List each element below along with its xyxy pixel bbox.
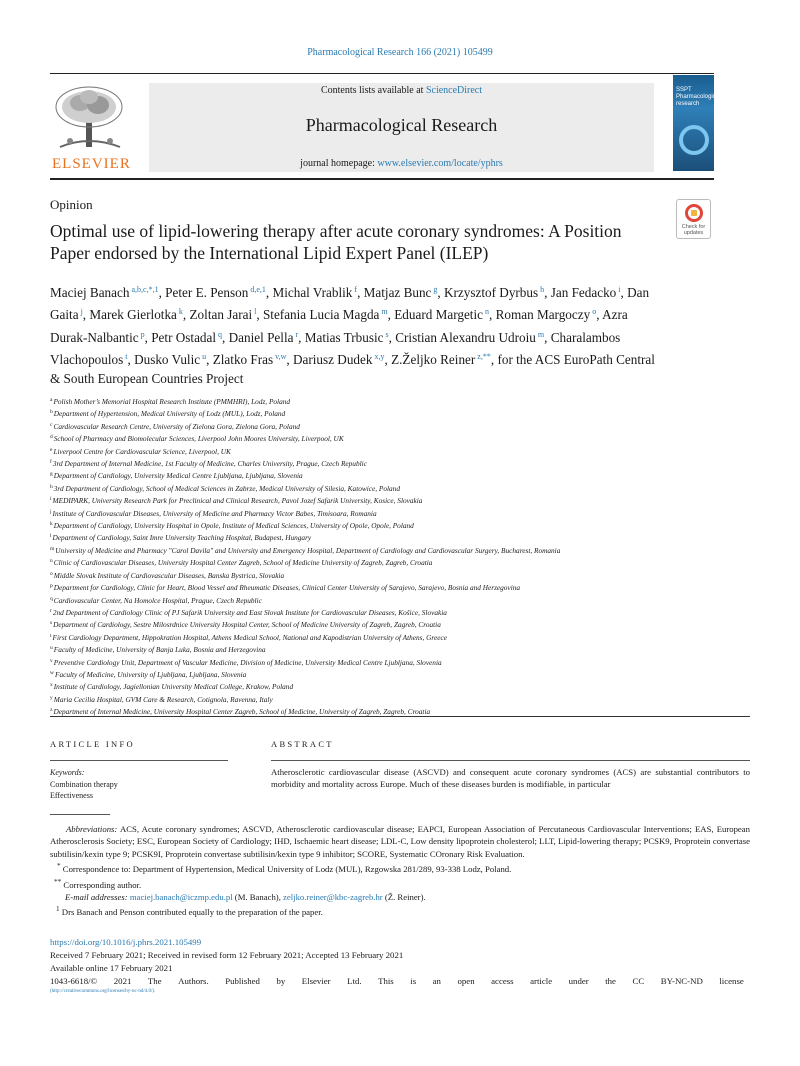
author-name: Dusko Vulic [134,351,201,367]
affiliation [50,693,740,705]
footnotes [50,823,750,919]
author[interactable] [151,330,222,345]
article-info-heading: ARTICLE INFO [50,739,135,749]
affiliation [50,432,740,444]
author-affiliation-marks[interactable]: z,** [475,351,491,361]
corresponding-text: Corresponding author. [63,879,142,890]
publication-info [50,936,750,996]
email-footnote [50,891,750,903]
affiliation-text: Preventive Cardiology Unit, Department of Vascular Medicine, Division of Medicine, University Medical Centre Ljubljana, Slovenia [53,657,442,667]
footnote-mark: 1 [56,905,60,914]
affiliation-text: Faculty of Medicine, University of Ljubljana, Ljubljana, Slovenia [54,669,247,679]
author[interactable] [272,285,357,300]
author-name: Dan Gaita [50,285,650,323]
keywords-label: Keywords: [50,768,85,777]
license-word: license [719,976,744,986]
doi-link[interactable]: https://doi.org/10.1016/j.phrs.2021.105499 [50,937,202,947]
affiliation [50,594,740,606]
email-owner: (M. Banach), [234,891,281,902]
abstract-heading: ABSTRACT [271,739,334,749]
affiliation-key: r [50,607,52,614]
affiliation-text: Institute of Cardiovascular Diseases, University of Medicine and Pharmacy Victor Babes, Timisoara, Romania [52,508,377,518]
affiliation-text: School of Pharmacy and Biomolecular Sciences, Liverpool John Moores University, Liverpool, UK [53,434,344,444]
abbreviations-label: Abbreviations: [66,824,118,834]
author-name: Dariusz Dudek [293,351,373,367]
journal-banner [149,83,654,172]
affiliation [50,643,740,655]
author[interactable] [364,285,438,300]
publisher-name: ELSEVIER [52,156,131,172]
author[interactable] [165,285,266,300]
divider [50,716,750,717]
author-affiliation-marks[interactable]: g [431,285,438,294]
license-word: under [568,976,589,986]
article-type: Opinion [50,197,93,212]
keyword: Effectiveness [50,791,93,800]
license-word: the [605,976,616,986]
affiliation-key: f [50,459,52,466]
affiliation-key: z [50,707,53,714]
author-name: Maciej Banach [50,285,130,300]
affiliation-text: Liverpool Centre for Cardiovascular Science, Liverpool, UK [53,446,231,456]
affiliation-text: Middle Slovak Institute of Cardiovascular Diseases, Banska Bystrica, Slovakia [53,570,285,580]
license-word: 2021 [113,976,132,986]
affiliation [50,531,740,543]
journal-cover-image [673,75,721,171]
affiliation [50,656,740,668]
affiliation-text: Cardiovascular Research Centre, University of Zielona Gora, Zielona Gora, Poland [53,421,300,431]
author-name: Daniel Pella [228,329,294,345]
author-name: Azra Durak-Nalbantic [50,307,628,345]
masthead [50,73,721,180]
author-name: Jan Fedacko [550,285,617,300]
affiliation-key: e [50,446,53,453]
author-affiliation-marks[interactable]: t [123,351,128,361]
license-word: 1043-6618/© [50,976,98,986]
abstract-text: Atherosclerotic cardiovascular disease (ASCVD) and consequent acute coronary syndromes (ACS) are substantial contributors to morbidity and mortality across Europe. Much of these diseases burden is modifiable, in particular [271,767,750,790]
correspondence-footnote [50,860,750,875]
author-affiliation-marks[interactable]: j [78,307,83,317]
affiliation-text: Department for Cardiology, Clinic for Heart, Blood Vessel and Rheumatic Diseases, Clinical Center University of Sarajevo, Sarajevo, Bosnia and Herzegovina [53,583,521,593]
correspondence-text: Correspondence to: Department of Hypertension, Medical University of Lodz (MUL), Rzgowska 281/289, 93-338 Lodz, Poland. [62,864,512,875]
license-word: an [432,976,441,986]
author-name: Krzysztof Dyrbus [444,285,539,300]
license-word: Authors. [178,976,209,986]
author-list: Maciej Banach $^{a,b,c,*,1}$, Peter E. Penson $^{d,e,1}$, Michal Vrablik $^f$, Matjaz Bunc $^g$, Krzysztof Dyrbus $^h$, Jan Fedacko $^i$, Dan Gaita $^j$, Marek Gierlotka $^k$, Zoltan Jarai $^l$, Stefania Lucia Magda $^m$, Eduard Margetic $^n$, Roman Margoczy $^o$, Azra Durak-Nalbantic $^p$, Petr Ostadal $^q$, Daniel Pella $^r$, Matias Trbusic $^s$, Cristian Alexandru Udroiu $^m$, Charalambos Vlachopoulos $^t$, Dusko Vulic $^u$, Zlatko Fras $^{v,w}$, Dariusz Dudek $^{x,y}$, Z.Željko Reiner $^{z,**}$, for the ACS EuroPath Central & South European Countries Project [50,285,655,387]
affiliation-text: Maria Cecilia Hospital, GVM Care & Research, Cotignola, Ravenna, Italy [53,694,273,704]
author-name: Charalambos Vlachopoulos [50,329,621,367]
affiliation [50,469,740,481]
affiliation [50,680,740,692]
affiliation-key: v [50,657,53,664]
license-word: Published [225,976,260,986]
author-affiliation-marks[interactable]: k [176,307,183,317]
abbreviations-text: ACS, Acute coronary syndromes; ASCVD, Atherosclerotic cardiovascular disease; EAPCI, European Association of Percutaneous Cardiovascular Interventions; EAS, European Atherosclerosis Society; ESC, European Society of Cardiology; IHD, Ischaemic heart disease; LDL-C, Low density lipoprotein cholesterol; LLT, Lipid-lowering therapy; PCSK9, Proprotein convertase subtilisin/kexin type 9; PCSK9I, Proprotein convertase subtilisin/kexin type 9 inhibitor; SCORE, Systematic COronary Risk Evaluation. [50,824,750,859]
author-name: Z.Željko Reiner [391,351,476,367]
affiliation-text: Faculty of Medicine, University of Banja Luka, Bosnia and Herzegovina [53,645,266,655]
author-name: Petr Ostadal [151,329,217,345]
affiliation-key: w [50,669,54,676]
affiliation-text: MEDIPARK, University Research Park for Preclinical and Clinical Research, Pavol Jozef Safarik University, Kosice, Slovakia [52,496,423,506]
affiliation-text: 3rd Department of Internal Medicine, 1st Faculty of Medicine, Charles University, Prague, Czech Republic [52,459,367,469]
affiliation-text: Department of Cardiology, University Hospital in Opole, Institute of Medical Sciences, University of Opole, Opole, Poland [53,521,414,531]
author[interactable] [213,352,287,367]
license-word: Elsevier [301,976,331,986]
license-link[interactable]: (http://creativecommons.org/licenses/by-nc-nd/4.0/). [50,989,156,994]
author[interactable] [496,307,597,322]
journal-reference[interactable]: Pharmacological Research 166 (2021) 105499 [307,47,493,58]
affiliation [50,618,740,630]
author-name: Peter E. Penson [165,285,249,300]
author-affiliation-marks[interactable]: f [352,285,358,294]
affiliation-key: j [50,508,52,515]
author-affiliation-marks[interactable]: r [293,329,299,339]
affiliation-text: Department of Internal Medicine, University Hospital Center Zagreb, School of Medicine, University of Zagreb, Zagreb, Croatia [53,707,431,717]
author-name: Matias Trbusic [304,329,384,345]
affiliation-key: a [50,397,53,403]
license-word: Ltd. [347,976,362,986]
affiliation-text: Department of Hypertension, Medical University of Lodz (MUL), Lodz, Poland [53,409,286,419]
license-word: open [457,976,475,986]
equal-contribution-footnote [50,903,750,918]
affiliation-key: c [50,421,53,428]
check-updates-label: Check for updates [681,224,706,236]
author[interactable] [263,307,388,322]
affiliation-key: d [50,434,53,441]
author[interactable] [50,285,159,300]
affiliation [50,494,740,506]
affiliation-key: o [50,570,53,577]
author-affiliation-marks[interactable]: i [616,285,621,294]
license-line [50,975,744,988]
author-name: Cristian Alexandru Udroiu [395,329,536,345]
author[interactable] [551,285,621,300]
contents-line [149,85,654,96]
footnote-mark: * [57,862,61,871]
cover-text: SSPT Pharmacological research [676,87,721,107]
author-affiliation-marks[interactable]: o [590,307,597,317]
check-for-updates-button[interactable] [676,199,711,239]
email-link[interactable]: maciej.banach@iczmp.edu.pl [129,891,233,902]
license-word: article [530,976,553,986]
affiliation-key: s [50,620,53,627]
affiliation-key: u [50,645,53,652]
corresponding-footnote [50,876,750,891]
license-word: is [410,976,417,986]
author[interactable] [305,330,389,345]
affiliation [50,482,740,494]
affiliation-text: Department of Cardiology, University Medical Centre Ljubljana, Ljubljana, Slovenia [53,471,303,481]
affiliation [50,569,740,581]
author-name: Stefania Lucia Magda [262,307,380,323]
author-affiliation-marks[interactable]: h [538,285,545,294]
homepage-prefix: journal homepage: [300,158,378,169]
affiliation [50,445,740,457]
author-affiliation-marks[interactable]: a,b,c,*,1 [129,285,159,294]
affiliation [50,581,740,593]
affiliation-text: 3rd Department of Cardiology, School of Medical Sciences in Zabrze, Medical University of Silesia, Katowice, Poland [53,483,400,493]
author-affiliation-marks[interactable]: d,e,1 [248,285,266,294]
affiliation-text: Department of Cardiology, Saint Imre University Teaching Hospital, Budapest, Hungary [52,533,312,543]
author-name: Matjaz Bunc [363,285,432,300]
affiliation-key: n [50,558,53,565]
check-updates-icon [685,204,703,222]
contents-prefix: Contents lists available at [320,85,426,96]
affiliation [50,544,740,556]
online-date: Available online 17 February 2021 [50,963,173,973]
author-name: Eduard Margetic [394,307,483,323]
author[interactable] [394,307,489,322]
license-word: by [276,976,286,986]
author-affiliation-marks[interactable]: p [138,329,145,339]
affiliation-key: b [50,409,53,416]
license-word: CC [632,976,645,986]
author-affiliation-marks[interactable]: m [379,307,388,317]
author-affiliation-marks[interactable]: u [200,351,207,361]
author-name: Roman Margoczy [495,307,591,323]
author-affiliation-marks[interactable]: q [216,329,223,339]
affiliation-list [50,395,740,718]
affiliation-key: q [50,595,53,602]
affiliation-key: i [50,496,52,503]
license-word: BY-NC-ND [660,976,703,986]
affiliation [50,407,740,419]
affiliation-text: University of Medicine and Pharmacy "Carol Davila" and University and Emergency Hospital, Department of Cardiology and Cardiovascular Surgery, Bucharest, Romania [55,545,561,555]
homepage-line [149,158,654,169]
affiliation [50,631,740,643]
affiliation-text: Department of Cardiology, Sestre Milosrdnice University Hospital Center, School of Medicine University of Zagreb, Zagreb, Croatia [53,620,441,630]
author[interactable] [229,330,299,345]
received-dates: Received 7 February 2021; Received in revised form 12 February 2021; Accepted 13 February 2021 [50,950,404,960]
author-name: Marek Gierlotka [89,307,177,323]
affiliation-key: k [50,521,53,528]
author-affiliation-marks[interactable]: s [383,329,389,339]
author[interactable] [190,307,257,322]
author-name: Michal Vrablik [272,285,353,300]
affiliation-text: Polish Mother’s Memorial Hospital Research Institute (PMMHRI), Lodz, Poland [53,397,291,406]
affiliation [50,420,740,432]
author-affiliation-marks[interactable]: m [535,329,545,339]
author[interactable] [395,330,544,345]
email-label: E-mail addresses: [65,891,128,902]
article-title: Optimal use of lipid-lowering therapy after acute coronary syndromes: A Position Paper endorsed by the International Lipid Expert Panel (ILEP) [50,221,622,263]
affiliation [50,556,740,568]
divider [50,760,228,761]
author-affiliation-marks[interactable]: l [252,307,257,317]
authors-group: for the ACS EuroPath Central & South European Countries Project [50,351,655,387]
affiliation-key: h [50,483,53,490]
homepage-link[interactable]: www.elsevier.com/locate/yphrs [377,158,503,169]
abbreviations-footnote [50,823,750,860]
affiliation-key: l [50,533,52,540]
author-affiliation-marks[interactable]: v,w [273,351,287,361]
author-name: Zlatko Fras [212,351,274,367]
author-affiliation-marks[interactable]: n [482,307,489,317]
affiliation [50,507,740,519]
footnote-mark: ** [54,877,62,886]
author-name: Zoltan Jarai [189,307,253,323]
divider [271,760,750,761]
author[interactable] [444,285,544,300]
affiliation [50,457,740,469]
divider [50,814,110,815]
email-link[interactable]: zeljko.reiner@kbc-zagreb.hr [283,891,383,902]
affiliation-text: Cardiovascular Center, Na Homolce Hospital, Prague, Czech Republic [53,595,262,605]
license-word: The [147,976,162,986]
email-owner: (Ž. Reiner). [384,891,426,902]
author[interactable] [134,352,206,367]
license-word: This [378,976,394,986]
journal-title: Pharmacological Research [305,115,498,135]
keyword: Combination therapy [50,779,118,789]
affiliation [50,606,740,618]
keywords-block [50,767,118,802]
license-word: access [491,976,514,986]
affiliation-key: y [50,694,53,701]
author[interactable] [293,352,384,367]
affiliation [50,668,740,680]
equal-contribution-text: Drs Banach and Penson contributed equally to the preparation of the paper. [61,907,323,918]
author-affiliation-marks[interactable]: x,y [372,351,385,361]
affiliation-text: 2nd Department of Cardiology Clinic of PJ Safarik University and East Slovak Institute for Cardiovascular Diseases, Košice, Slovakia [52,607,447,617]
sciencedirect-link[interactable]: ScienceDirect [425,85,483,96]
affiliation [50,395,740,407]
affiliation-text: First Cardiology Department, Hippokration Hospital, Athens Medical School, National and Kapodistrian University of Athens, Greece [52,632,447,642]
affiliation-key: t [50,632,52,639]
affiliation-key: m [50,545,55,552]
affiliation-text: Clinic of Cardiovascular Diseases, University Hospital Center Zagreb, School of Medicine University of Zagreb, Zagreb, Croatia [53,558,433,568]
affiliation-key: x [50,682,53,689]
cover-ring-icon [679,125,709,155]
affiliation [50,519,740,531]
author[interactable] [391,352,491,367]
affiliation-text: Institute of Cardiology, Jagiellonian University Medical College, Krakow, Poland [53,682,294,692]
affiliation-key: g [50,471,53,478]
affiliation-key: p [50,583,53,590]
author[interactable] [89,307,183,322]
